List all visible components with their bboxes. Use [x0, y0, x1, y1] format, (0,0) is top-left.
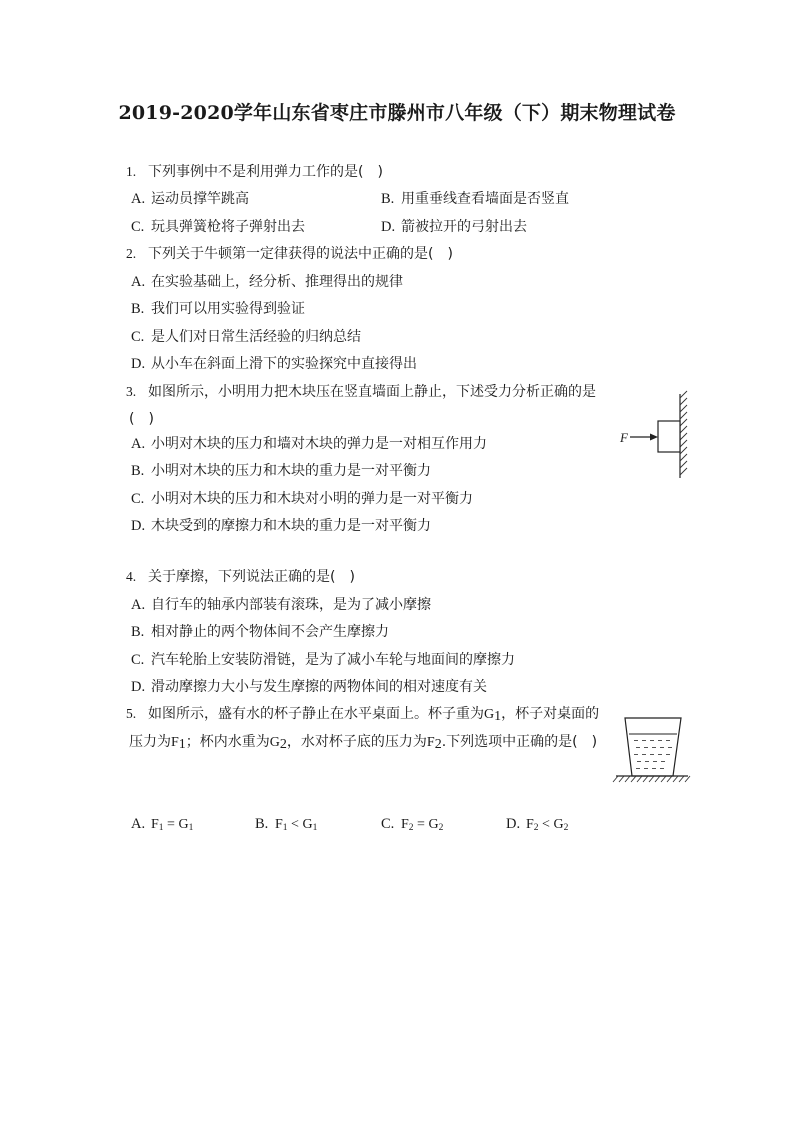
question-5-stem-cont: [129, 733, 597, 752]
option-text: 滑动摩擦力大小与发生摩擦的两物体间的相对速度有关: [151, 679, 487, 695]
q1-option-a[interactable]: [131, 190, 249, 208]
q3-option-b[interactable]: [131, 462, 431, 480]
option-rhs: G: [302, 817, 313, 832]
question-5-stem: [126, 705, 599, 724]
q4-option-a[interactable]: [131, 596, 431, 614]
math-symbol: G: [269, 735, 280, 750]
question-text: ，水对杯子底的压力为: [286, 734, 427, 750]
option-letter: C.: [381, 816, 395, 832]
math-subscript: 2: [434, 737, 442, 752]
option-rhs-subscript: 2: [563, 823, 569, 833]
option-rhs-subscript: 1: [188, 823, 194, 833]
cup-on-table-figure: [612, 710, 692, 786]
math-symbol: F: [171, 735, 179, 750]
option-letter: D.: [131, 679, 146, 695]
option-letter: B.: [131, 301, 145, 317]
question-text: 如图所示，小明用力把木块压在竖直墙面上静止，下述受力分析正确的是: [148, 384, 596, 400]
question-text: ( ): [129, 411, 154, 427]
option-letter: A.: [131, 816, 146, 832]
q4-option-c[interactable]: [131, 651, 515, 669]
q4-option-d[interactable]: [131, 678, 487, 696]
q2-option-a[interactable]: [131, 273, 403, 291]
option-letter: A.: [131, 191, 146, 207]
option-text: 是人们对日常生活经验的归纳总结: [151, 329, 361, 345]
option-letter: D.: [381, 219, 396, 235]
option-text: 相对静止的两个物体间不会产生摩擦力: [151, 624, 389, 640]
option-lhs-subscript: 2: [408, 823, 414, 833]
option-rhs-subscript: 2: [438, 823, 444, 833]
option-text: 木块受到的摩擦力和木块的重力是一对平衡力: [151, 518, 431, 534]
math-subscript: 1: [178, 737, 186, 752]
option-letter: A.: [131, 274, 146, 290]
question-number: 1.: [126, 164, 137, 179]
question-text: 下列事例中不是利用弹力工作的是( ): [148, 164, 383, 180]
question-text: ，杯子对桌面的: [501, 706, 600, 722]
question-1-stem: [126, 163, 383, 181]
option-letter: B.: [255, 816, 269, 832]
question-number: 2.: [126, 246, 137, 261]
option-text: 玩具弹簧枪将子弹射出去: [151, 219, 305, 235]
q3-option-d[interactable]: [131, 517, 431, 535]
option-text: 用重垂线查看墙面是否竖直: [401, 191, 569, 207]
option-text: 自行车的轴承内部装有滚珠，是为了减小摩擦: [151, 597, 431, 613]
force-arrow-head: [650, 434, 658, 441]
option-lhs: F: [401, 817, 409, 832]
option-text: 在实验基础上，经分析、推理得出的规律: [151, 274, 403, 290]
option-letter: C.: [131, 219, 145, 235]
option-rhs: G: [553, 817, 564, 832]
option-letter: C.: [131, 329, 145, 345]
question-number: 5.: [126, 706, 137, 721]
question-number: 3.: [126, 384, 137, 399]
q3-option-a[interactable]: [131, 435, 487, 453]
option-rhs-subscript: 1: [312, 823, 318, 833]
question-text: 下列关于牛顿第一定律获得的说法中正确的是( ): [148, 246, 453, 262]
q1-option-d[interactable]: [381, 218, 527, 236]
option-text: 小明对木块的压力和木块对小明的弹力是一对平衡力: [151, 491, 473, 507]
option-operator: <: [287, 817, 303, 832]
math-symbol: F: [426, 735, 435, 750]
option-text: 我们可以用实验得到验证: [151, 301, 305, 317]
question-text: 关于摩擦，下列说法正确的是( ): [148, 569, 355, 585]
q5-option-b[interactable]: [255, 815, 317, 834]
math-subscript: 1: [494, 709, 502, 724]
option-lhs: F: [151, 817, 159, 832]
option-rhs: G: [178, 817, 189, 832]
option-text: 汽车轮胎上安装防滑链，是为了减小车轮与地面间的摩擦力: [151, 652, 515, 668]
option-operator: =: [413, 817, 429, 832]
math-subscript: 2: [279, 737, 287, 752]
q5-option-d[interactable]: [506, 815, 568, 834]
q3-option-c[interactable]: [131, 490, 473, 508]
option-lhs-subscript: 1: [282, 823, 288, 833]
option-lhs: F: [526, 817, 534, 832]
question-3-stem-cont: [129, 410, 154, 428]
question-4-stem: [126, 568, 355, 586]
q2-option-b[interactable]: [131, 300, 305, 318]
option-operator: =: [163, 817, 179, 832]
wall-hatching: [680, 391, 687, 475]
q4-option-b[interactable]: [131, 623, 389, 641]
q1-option-b[interactable]: [381, 190, 569, 208]
force-label: F: [620, 430, 628, 445]
question-3-stem: [126, 383, 596, 401]
option-text: 小明对木块的压力和木块的重力是一对平衡力: [151, 463, 431, 479]
block-wall-figure: [612, 390, 698, 482]
wooden-block: [658, 421, 680, 452]
option-lhs-subscript: 1: [158, 823, 164, 833]
option-letter: D.: [506, 816, 521, 832]
option-letter: D.: [131, 518, 146, 534]
question-text: 压力为: [129, 734, 171, 750]
q5-option-c[interactable]: [381, 815, 443, 834]
option-letter: C.: [131, 491, 145, 507]
option-operator: <: [538, 817, 554, 832]
option-letter: B.: [381, 191, 395, 207]
page-title: 2019-2020学年山东省枣庄市滕州市八年级（下）期末物理试卷: [118, 102, 676, 124]
option-text: 从小车在斜面上滑下的实验探究中直接得出: [151, 356, 417, 372]
math-symbol: G: [484, 707, 495, 722]
option-text: 箭被拉开的弓射出去: [401, 219, 527, 235]
option-text: 小明对木块的压力和墙对木块的弹力是一对相互作用力: [151, 436, 487, 452]
option-letter: D.: [131, 356, 146, 372]
option-letter: B.: [131, 463, 145, 479]
option-lhs: F: [275, 817, 283, 832]
q5-option-a[interactable]: [131, 815, 193, 834]
table-hatching: [613, 776, 690, 782]
option-text: 运动员撑竿跳高: [151, 191, 249, 207]
question-text: .下列选项中正确的是( ): [441, 734, 598, 750]
q2-option-c[interactable]: [131, 328, 361, 346]
question-text: ；杯内水重为: [185, 734, 270, 750]
option-letter: A.: [131, 597, 146, 613]
option-rhs: G: [428, 817, 439, 832]
option-letter: B.: [131, 624, 145, 640]
question-2-stem: [126, 245, 453, 263]
question-text: 如图所示，盛有水的杯子静止在水平桌面上。杯子重为: [148, 706, 484, 722]
q2-option-d[interactable]: [131, 355, 417, 373]
question-number: 4.: [126, 569, 137, 584]
q1-option-c[interactable]: [131, 218, 305, 236]
option-letter: C.: [131, 652, 145, 668]
option-letter: A.: [131, 436, 146, 452]
option-lhs-subscript: 2: [533, 823, 539, 833]
